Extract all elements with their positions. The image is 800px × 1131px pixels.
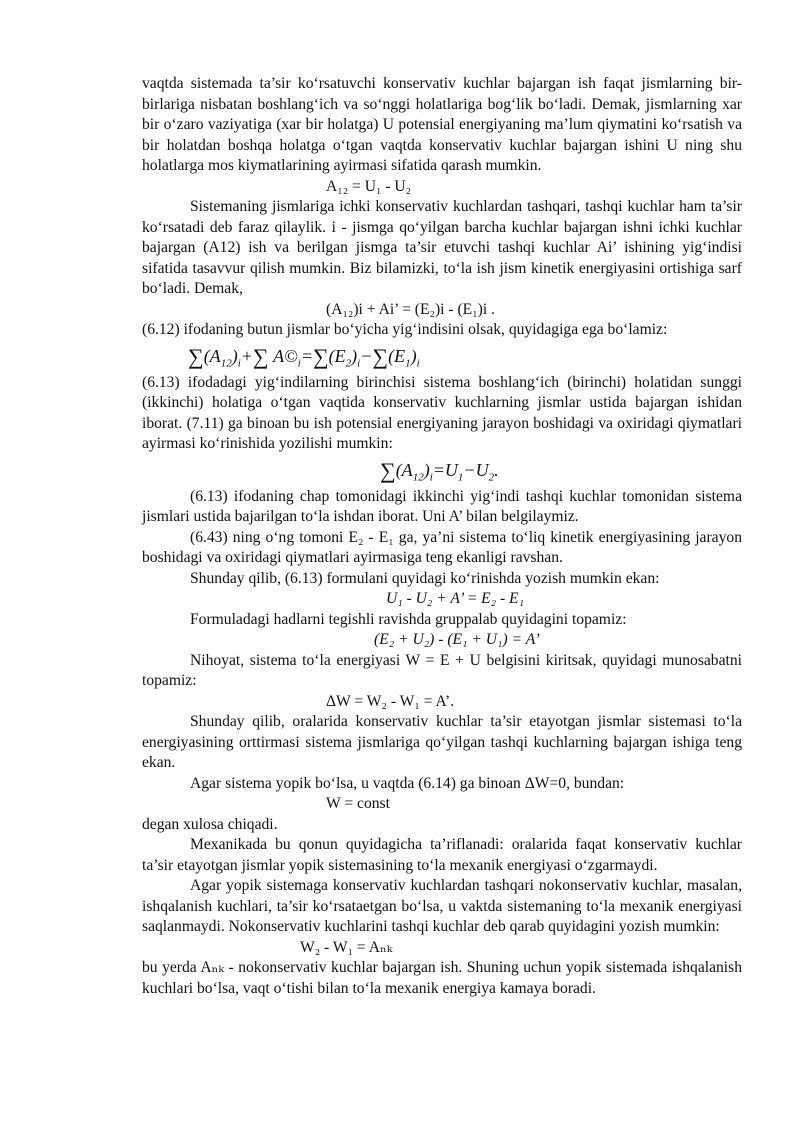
paragraph-8: Formuladagi hadlarni tegishli ravishda gruppalab quyidagini topamiz: (190, 610, 627, 628)
paragraph-5: (6.13) ifodaning chap tomonidagi ikkinchi yig‘indi tashqi kuchlar tomonidan sistema jismlari ustida bajarilgan to‘la ishdan iborat. Uni A’ bilan belgilaymiz. (142, 487, 742, 525)
formula-work-potential: A₁₂ = U₁ - U₂ (326, 177, 412, 195)
formula-nonconservative: W₂ - W₁ = Aₙₖ (300, 938, 393, 956)
formula-grouped: (E₂ + U₂) - (E₁ + U₁) = A’ (374, 631, 540, 648)
paragraph-9: Nihoyat, sistema to‘la energiyasi W = E + U belgisini kiritsak, quyidagi munosabatni topamiz: (142, 651, 742, 689)
paragraph-4: (6.13) ifodadagi yig‘indilarning birinchisi sistema boshlang‘ich (birinchi) holatidan sunggi (ikkinchi) holatiga o‘tgan vaqtida konservativ kuchlarning jismlar ustida bajargan ishidan iborat. (7.11) ga binoan bu ish potensial energiyaning jarayon boshidagi va oxiridagi qiymatlari ayirmasi ko‘rinishida yozilishi mumkin: (142, 373, 742, 452)
paragraph-13: Mexanikada bu qonun quyidagicha ta’riflanadi: oralarida faqat konservativ kuchlar ta’sir etayotgan jismlar yopik sistemasining to‘la mexanik energiyasi o‘zgarmaydi. (142, 836, 742, 874)
document-page (142, 74, 742, 999)
formula-sum-potential: $\sum(A_{12})_i=U_1-U_2$. (380, 457, 499, 484)
formula-w-const: W = const (326, 795, 390, 812)
formula-energy-balance: U₁ - U₂ + A’ = E₂ - E₁ (386, 590, 525, 607)
paragraph-15: bu yerda Aₙₖ - nokonservativ kuchlar bajargan ish. Shuning uchun yopik sistemada ishqalanish kuchlari bo‘lsa, vaqt o‘tishi bilan to‘la mexanik energiya kamaya boradi. (142, 959, 742, 997)
paragraph-1: vaqtda sistemada ta’sir ko‘rsatuvchi konservativ kuchlar bajargan ish faqat jismlarning bir-birlariga nisbatan boshlang‘ich va so‘nggi holatlariga bog‘lik bo‘ladi. Demak, jismlarning xar bir o‘zaro vaziyatiga (xar bir holatga) U potensial energiyaning ma’lum qiymatini ko‘rsatish va bir holatdan boshqa holatga o‘tgan vaqtda konservativ kuchlar bajargan ishini U ning shu holatlarga mos kiymatlarining ayirmasi sifatida qarash mumkin. (142, 75, 742, 174)
paragraph-7: Shunday qilib, (6.13) formulani quyidagi ko‘rinishda yozish mumkin ekan: (190, 569, 660, 587)
paragraph-6: (6.43) ning o‘ng tomoni E₂ - E₁ ga, ya’ni sistema to‘liq kinetik energiyasining jarayon boshidagi va oxiridagi qiymatlari ayirmasiga teng ekanligi ravshan. (142, 528, 742, 566)
sum-symbol: ∑ (312, 343, 329, 369)
sum-symbol: ∑ (188, 343, 204, 369)
paragraph-11: Agar sistema yopik bo‘lsa, u vaqtda (6.14) ga binoan ΔW=0, bundan: (190, 774, 625, 792)
sum-symbol: ∑ (380, 457, 396, 483)
paragraph-2: Sistemaning jismlariga ichki konservativ kuchlardan tashqari, tashqi kuchlar ham ta’sir ko‘rsatadi deb faraz qilaylik. i - jismga qo‘yilgan barcha kuchlar bajargan ishni ichki kuchlar bajargan (A12) ish va berilgan jismga ta’sir etuvchi tashqi kuchlar Ai’ ishining yig‘indisi sifatida tasavvur qilish mumkin. Biz bilamizki, to‘la ish jism kinetik energiyasini ortishiga sarf bo‘ladi. Demak, (142, 198, 742, 297)
paragraph-10: Shunday qilib, oralarida konservativ kuchlar ta’sir etayotgan jismlar sistemasi to‘la energiyasining orttirmasi sistema jismlariga qo‘yilgan tashqi kuchlarning bajargan ishiga teng ekan. (142, 713, 742, 771)
formula-6-13: $\sum(A_{12})_i+\sum$ $A©_i=\sum(E_2)_i-\sum(E_1)_i$ (188, 343, 420, 370)
formula-delta-w: ΔW = W₂ - W₁ = A’. (326, 692, 455, 710)
formula-6-12: (A₁₂)i + Ai’ = (E₂)i - (E₁)i . (326, 300, 495, 318)
sum-symbol: ∑ (372, 343, 389, 369)
paragraph-14: Agar yopik sistemaga konservativ kuchlardan tashqari nokonservativ kuchlar, masalan, ishqalanish kuchlari, ta’sir ko‘rsataetgan bo‘lsa, u vaktda sistemaning to‘la mexanik energiyasi saqlanmaydi. Nokonservativ kuchlarini tashqi kuchlar deb qarab quyidagini yozish mumkin: (142, 877, 742, 935)
paragraph-3: (6.12) ifodaning butun jismlar bo‘yicha yig‘indisini olsak, quyidagiga ega bo‘lamiz: (142, 321, 668, 338)
paragraph-12: degan xulosa chiqadi. (142, 815, 278, 833)
sum-symbol: ∑ (252, 343, 269, 369)
